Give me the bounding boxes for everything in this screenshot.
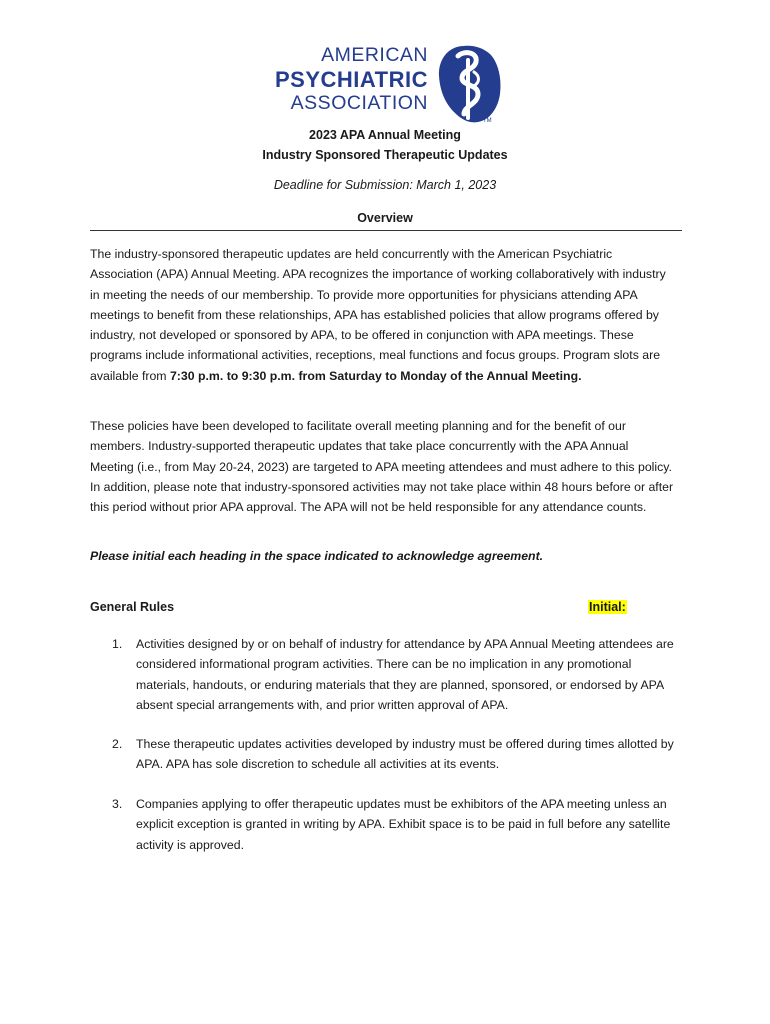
- rule-number: 2.: [112, 737, 123, 751]
- overview-paragraph-1: [90, 244, 674, 386]
- initial-instruction: Please initial each heading in the space indicated to acknowledge agreement.: [90, 549, 544, 563]
- apa-logo: [268, 42, 508, 128]
- overview-heading: Overview: [357, 211, 413, 225]
- rule-text: These therapeutic updates activities developed by industry must be offered during times allotted by APA. APA has sole discretion to schedule all activities at its events.: [136, 737, 674, 772]
- program-slot-times: 7:30 p.m. to 9:30 p.m. from Saturday to Monday of the Annual Meeting.: [169, 368, 582, 383]
- section-divider: [90, 230, 682, 231]
- overview-paragraph-1-text: The industry-sponsored therapeutic updates are held concurrently with the American Psychiatric Association (APA) Annual Meeting. APA recognizes the importance of working collaboratively with industry in meeting the needs of our membership. To provide more opportunities for physicians attending APA meetings to benefit from these relationships, APA has established policies that allow programs offered by industry, not developed or sponsored by APA, to be offered in conjunction with APA meetings. These programs include informational activities, receptions, meal functions and focus groups. Program slots are available from: [90, 247, 666, 383]
- logo-line-psychiatric: PSYCHIATRIC: [275, 66, 428, 92]
- document-subtitle: Industry Sponsored Therapeutic Updates: [262, 148, 508, 162]
- overview-paragraph-2: These policies have been developed to facilitate overall meeting planning and for the benefit of our members. Industry-supported therapeutic updates that take place concurrently with the APA Annual Meeting (i.e., from May 20-24, 2023) are targeted to APA meeting attendees and must adhere to this policy. In addition, please note that industry-sponsored activities may not take place within 48 hours before or after this period without prior APA approval. The APA will not be held responsible for any attendance counts.: [90, 419, 674, 515]
- meeting-title: 2023 APA Annual Meeting: [309, 128, 461, 142]
- apa-brain-icon: [434, 42, 504, 128]
- rule-number: 1.: [112, 637, 123, 651]
- logo-line-american: AMERICAN: [321, 44, 428, 66]
- general-rules-heading: General Rules: [90, 600, 175, 614]
- rule-number: 3.: [112, 797, 123, 811]
- initial-field-label: Initial:: [589, 600, 626, 614]
- trademark-mark: TM: [483, 118, 492, 124]
- logo-wordmark: [268, 46, 428, 113]
- rule-text: Activities designed by or on behalf of industry for attendance by APA Annual Meeting attendees are considered informational program activities. There can be no implication in any promotional materials, handouts, or enduring materials that they are planned, sponsored, or endorsed by APA absent special arrangements with, and prior written approval of APA.: [136, 637, 674, 712]
- rule-text: Companies applying to offer therapeutic updates must be exhibitors of the APA meeting unless an explicit exception is granted in writing by APA. Exhibit space is to be paid in full before any satellite activity is approved.: [136, 797, 671, 852]
- logo-line-association: ASSOCIATION: [290, 91, 428, 114]
- submission-deadline: Deadline for Submission: March 1, 2023: [273, 178, 497, 192]
